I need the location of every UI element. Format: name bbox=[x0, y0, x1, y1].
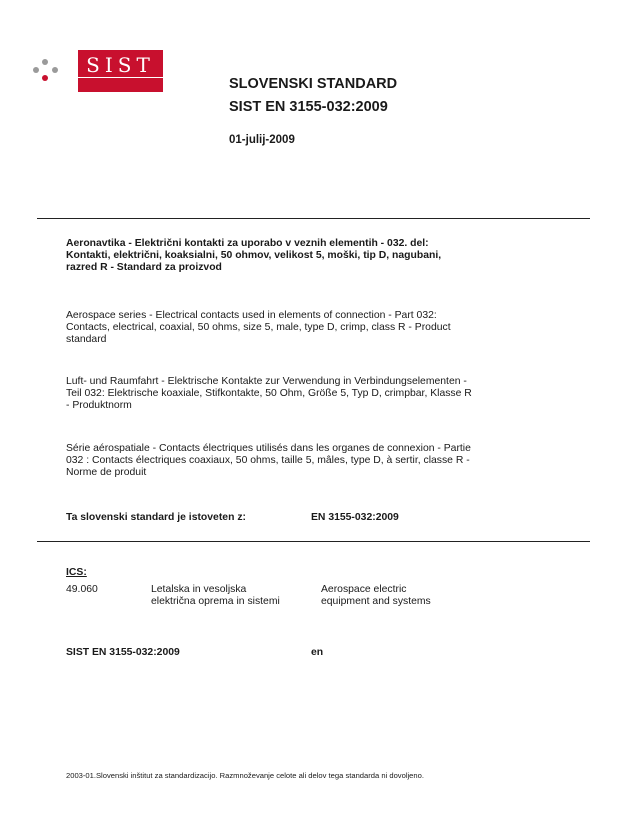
ics-code: 49.060 bbox=[66, 584, 98, 595]
sist-logo bbox=[33, 50, 163, 92]
logo-dot bbox=[52, 67, 58, 73]
title-line: Série aérospatiale - Contacts électriques utilisés dans les organes de connexion - Partie bbox=[66, 443, 471, 454]
ics-description-en bbox=[321, 584, 431, 608]
equivalence-label: Ta slovenski standard je istoveten z: bbox=[66, 512, 246, 523]
title-german bbox=[66, 376, 576, 413]
logo-text: SIST bbox=[86, 53, 155, 77]
ics-desc-line: Letalska in vesoljska bbox=[151, 584, 247, 595]
title-line: razred R - Standard za proizvod bbox=[66, 262, 222, 274]
bottom-divider bbox=[37, 541, 590, 542]
title-line: Kontakti, električni, koaksialni, 50 ohmov, velikost 5, moški, tip D, nagubani, bbox=[66, 250, 442, 262]
copyright-notice: 2003-01.Slovenski inštitut za standardizacijo. Razmnoževanje celote ali delov tega standarda ni dovoljeno. bbox=[66, 771, 424, 780]
ics-desc-line: equipment and systems bbox=[321, 596, 431, 608]
footer-standard-number: SIST EN 3155-032:2009 bbox=[66, 647, 180, 658]
title-line: standard bbox=[66, 334, 107, 346]
title-line: - Produktnorm bbox=[66, 400, 132, 412]
title-french bbox=[66, 443, 576, 480]
logo-dot bbox=[42, 59, 48, 65]
title-line: Luft- und Raumfahrt - Elektrische Kontakte zur Verwendung in Verbindungselementen - bbox=[66, 376, 467, 387]
title-line: Norme de produit bbox=[66, 467, 147, 479]
title-line: Aerospace series - Electrical contacts used in elements of connection - Part 032: bbox=[66, 310, 437, 321]
footer-language: en bbox=[311, 647, 324, 658]
publication-date: 01-julij-2009 bbox=[229, 134, 295, 146]
logo-dot bbox=[42, 75, 48, 81]
title-line: Aeronavtika - Električni kontakti za uporabo v veznih elementih - 032. del: bbox=[66, 238, 429, 249]
ics-desc-line: Aerospace electric bbox=[321, 584, 407, 595]
logo-box bbox=[78, 50, 163, 92]
title-line: Contacts, electrical, coaxial, 50 ohms, size 5, male, type D, crimp, class R - Product bbox=[66, 322, 451, 334]
title-english bbox=[66, 310, 576, 347]
title-line: 032 : Contacts électriques coaxiaux, 50 ohms, taille 5, mâles, type D, à sertir, classe R - bbox=[66, 455, 470, 467]
ics-description-sl bbox=[151, 584, 280, 608]
standard-type-heading: SLOVENSKI STANDARD bbox=[229, 76, 398, 92]
standard-number-heading: SIST EN 3155-032:2009 bbox=[229, 99, 388, 115]
ics-desc-line: električna oprema in sistemi bbox=[151, 596, 280, 608]
ics-label: ICS: bbox=[66, 567, 87, 578]
equivalence-value: EN 3155-032:2009 bbox=[311, 512, 399, 523]
logo-underline bbox=[78, 77, 163, 78]
title-line: Teil 032: Elektrische koaxiale, Stifkontakte, 50 Ohm, Größe 5, Typ D, crimpbar, Klasse R bbox=[66, 388, 472, 400]
top-divider bbox=[37, 218, 590, 219]
title-slovenian bbox=[66, 238, 576, 275]
logo-dot bbox=[33, 67, 39, 73]
